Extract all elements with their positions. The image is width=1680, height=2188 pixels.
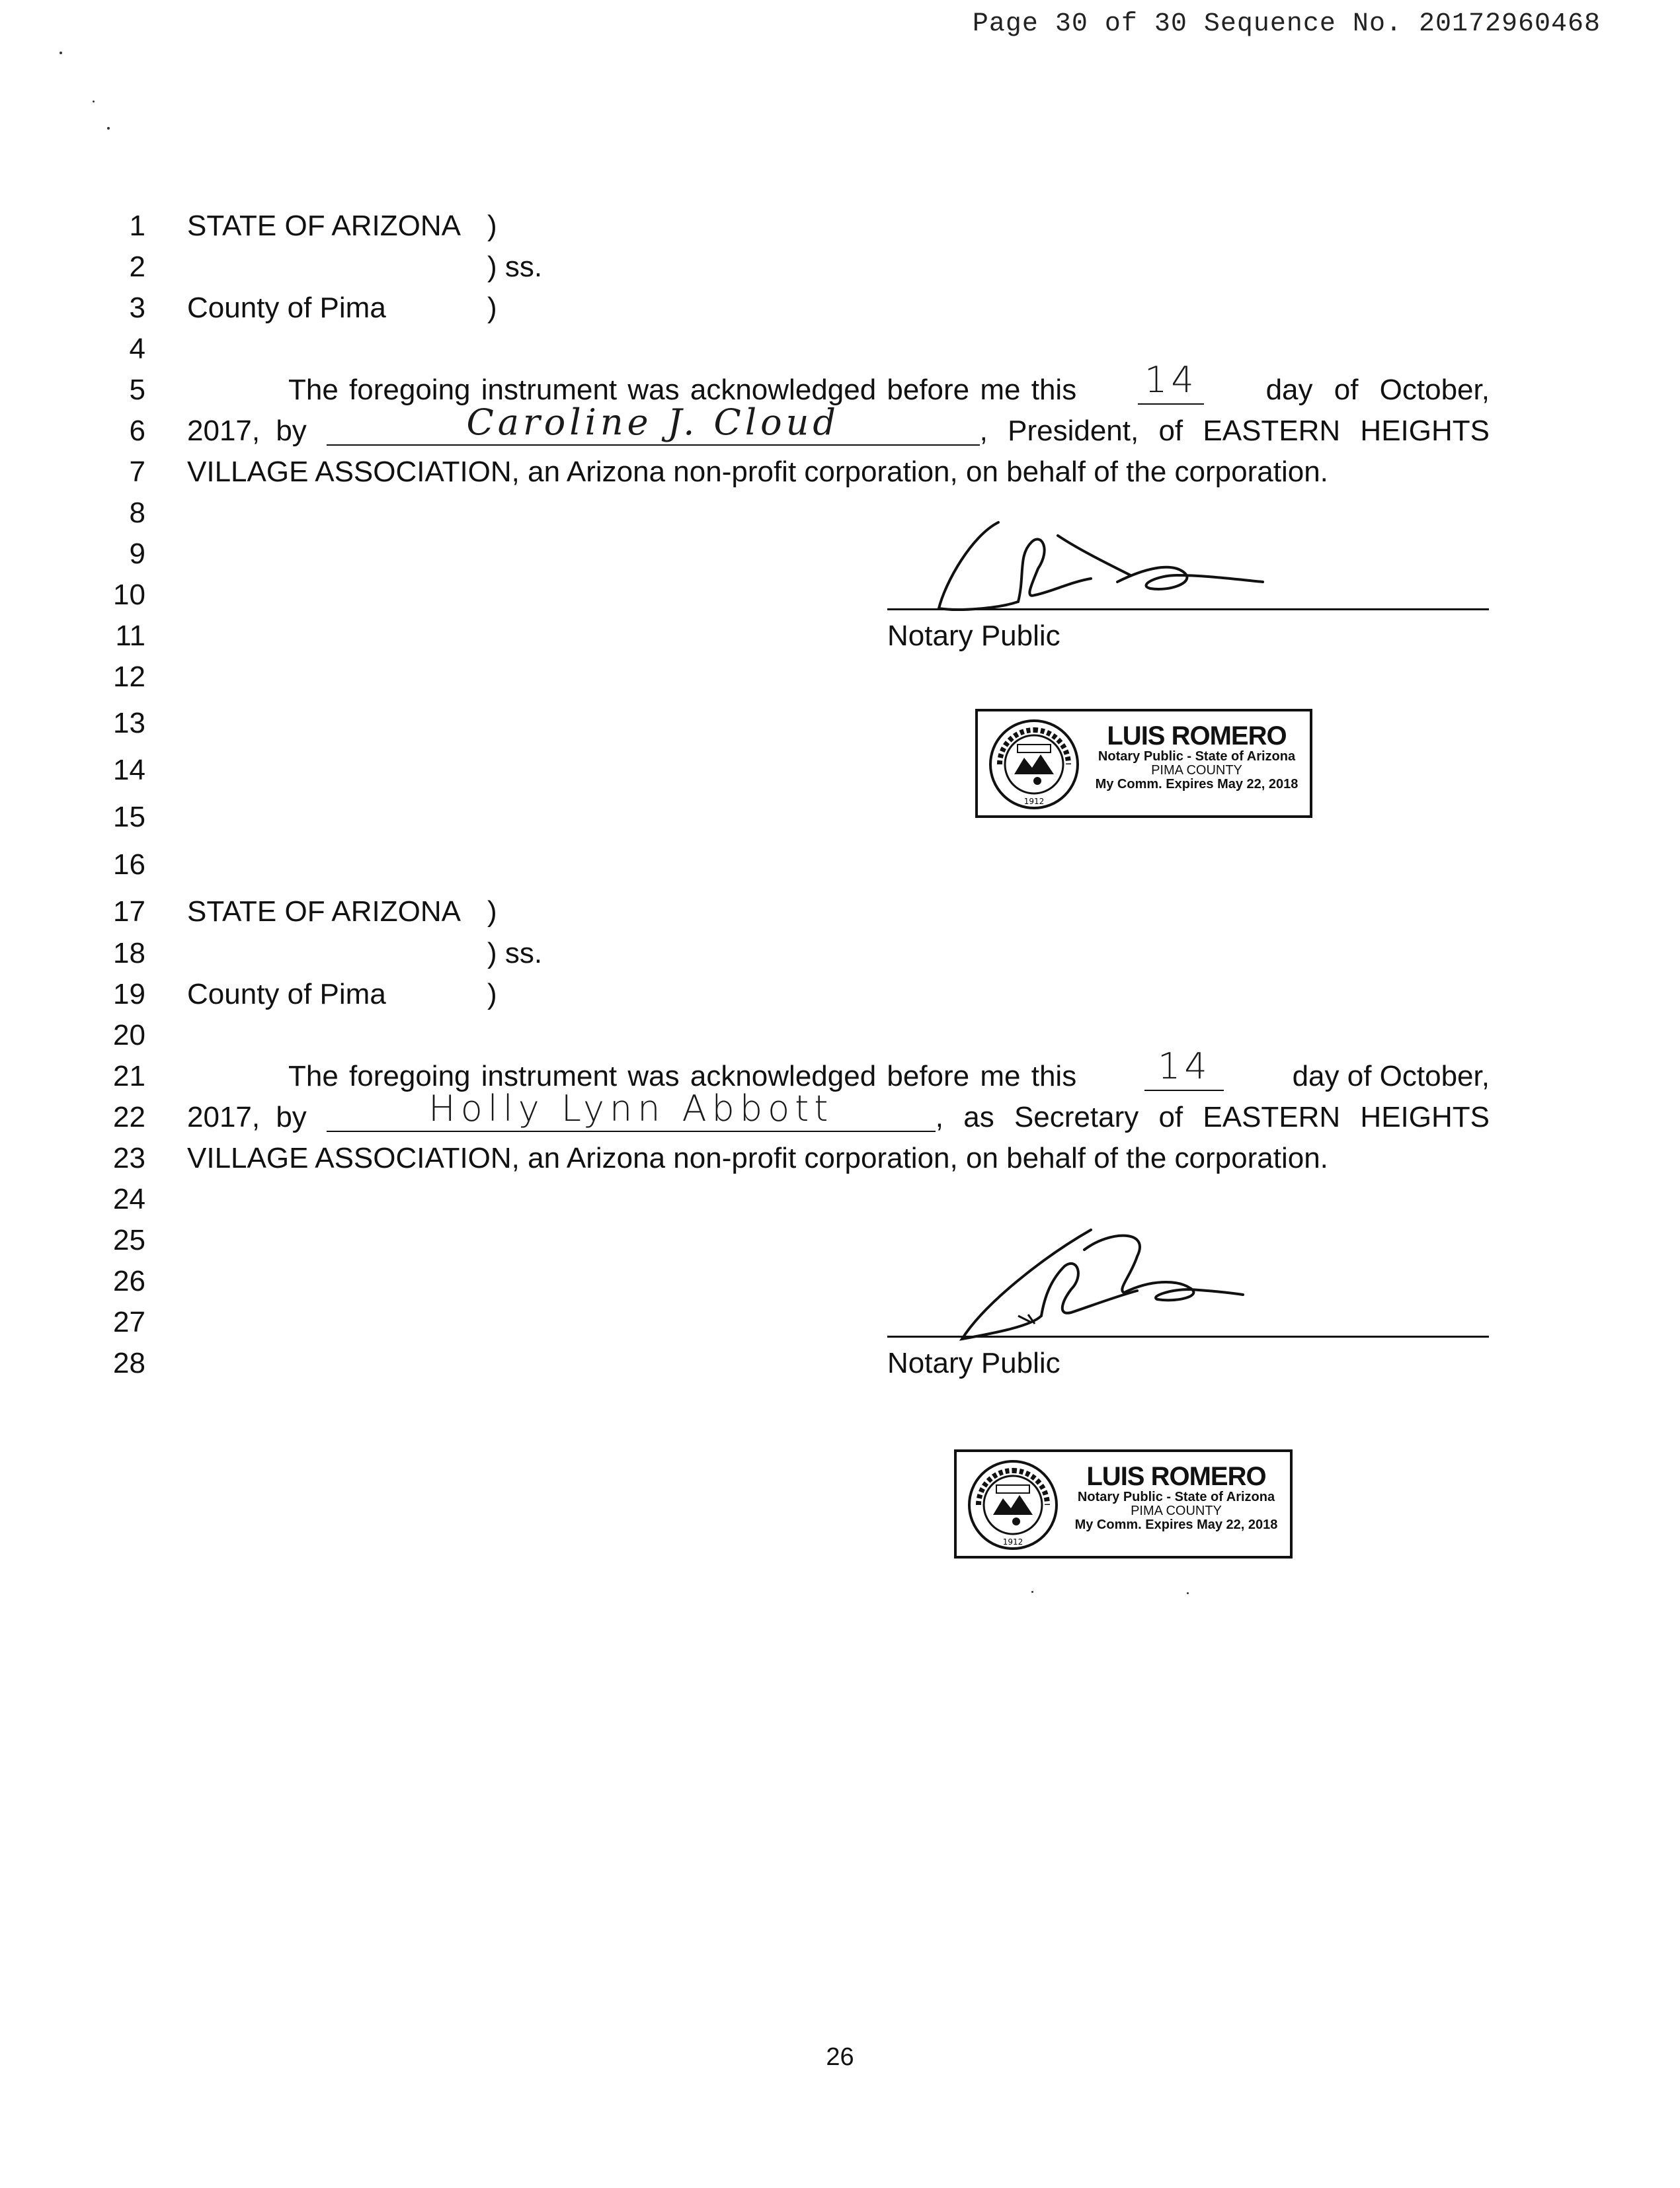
day-blank [1138, 359, 1204, 405]
scan-speck [1187, 1592, 1189, 1594]
year-by: 2017, by [187, 1101, 307, 1133]
line-number: 5 [129, 374, 145, 406]
day-of-text: day of October, [1292, 1060, 1490, 1092]
line-number: 13 [113, 707, 145, 739]
line-number: 10 [113, 579, 145, 611]
handwritten-name: Holly Lynn Abbott [428, 1088, 834, 1129]
stamp-text [1090, 722, 1303, 791]
notary-signature-1 [919, 509, 1316, 622]
line-number: 12 [113, 661, 145, 693]
line-number: 3 [129, 292, 145, 324]
line-number: 28 [113, 1347, 145, 1379]
notary-state: Notary Public - State of Arizona [1077, 1490, 1275, 1504]
page-header: Page 30 of 30 Sequence No. 20172960468 [972, 9, 1601, 39]
notary-expiry: My Comm. Expires May 22, 2018 [1095, 777, 1299, 791]
county-label: County of Pima [187, 292, 386, 324]
line-number: 16 [113, 848, 145, 881]
name-blank [327, 1088, 936, 1132]
line-number: 25 [113, 1224, 145, 1256]
line-number: 14 [113, 754, 145, 786]
notary-state: Notary Public - State of Arizona [1098, 749, 1296, 764]
line-number: 11 [115, 620, 145, 652]
scan-speck [107, 127, 110, 130]
state-label: STATE OF ARIZONA [187, 210, 461, 242]
notary-public-label: Notary Public [887, 1347, 1060, 1379]
signer-line [187, 1088, 1490, 1133]
state-seal-icon [984, 718, 1084, 811]
notary-expiry: My Comm. Expires May 22, 2018 [1074, 1518, 1278, 1532]
closing-text: VILLAGE ASSOCIATION, an Arizona non-profit corporation, on behalf of the corporation. [187, 456, 1328, 488]
notary-name: LUIS ROMERO [1086, 1462, 1266, 1491]
ss-label: ) ss. [487, 937, 543, 969]
intro-sentence: The foregoing instrument was acknowledged before me this [288, 374, 1077, 406]
role-text: , President, of EASTERN HEIGHTS [979, 415, 1490, 447]
page-number: 26 [826, 2043, 854, 2071]
line-number: 18 [113, 937, 145, 969]
line-number: 22 [113, 1101, 145, 1133]
line-number: 8 [129, 497, 145, 529]
paren: ) [487, 292, 497, 324]
signature-line [887, 608, 1489, 610]
line-number: 6 [129, 415, 145, 447]
line-number: 23 [113, 1142, 145, 1174]
line-number: 9 [129, 538, 145, 570]
intro-sentence: The foregoing instrument was acknowledged before me this [288, 1060, 1077, 1092]
seal-year: 1912 [1023, 797, 1045, 806]
signature-line [887, 1336, 1489, 1338]
name-blank [327, 401, 980, 446]
line-number: 15 [113, 801, 145, 833]
state-seal-icon [963, 1459, 1062, 1551]
line-number: 24 [113, 1183, 145, 1215]
line-number: 17 [113, 895, 145, 928]
state-label: STATE OF ARIZONA [187, 895, 461, 928]
line-number: 4 [129, 333, 145, 365]
closing-text: VILLAGE ASSOCIATION, an Arizona non-profit corporation, on behalf of the corporation. [187, 1142, 1328, 1174]
notary-county: PIMA COUNTY [1151, 763, 1242, 778]
handwritten-day: 14 [1144, 359, 1198, 401]
year-by: 2017, by [187, 415, 307, 447]
notary-name: LUIS ROMERO [1107, 721, 1287, 750]
scan-speck [1031, 1591, 1033, 1593]
notary-county: PIMA COUNTY [1131, 1504, 1222, 1518]
role-text: , as Secretary of EASTERN HEIGHTS [935, 1101, 1490, 1133]
intro-text [288, 359, 1490, 406]
ss-label: ) ss. [487, 251, 543, 283]
line-number: 21 [113, 1060, 145, 1092]
line-number: 2 [129, 251, 145, 283]
stamp-text [1069, 1463, 1283, 1532]
signer-line [187, 401, 1490, 447]
line-number: 19 [113, 978, 145, 1010]
handwritten-name: Caroline J. Cloud [466, 401, 840, 443]
county-label: County of Pima [187, 978, 386, 1010]
notary-signature-2 [899, 1217, 1296, 1349]
line-number: 20 [113, 1019, 145, 1051]
paren: ) [487, 895, 497, 928]
line-number: 27 [113, 1306, 145, 1338]
scan-speck [93, 101, 95, 102]
line-number: 26 [113, 1265, 145, 1297]
notary-stamp [954, 1449, 1293, 1559]
intro-text [288, 1045, 1490, 1092]
line-number: 7 [129, 456, 145, 488]
paren: ) [487, 210, 497, 242]
notary-public-label: Notary Public [887, 620, 1060, 652]
day-of-text: day of October, [1265, 374, 1490, 406]
day-blank [1144, 1045, 1224, 1091]
seal-year: 1912 [1002, 1537, 1023, 1547]
line-number: 1 [129, 210, 145, 242]
paren: ) [487, 978, 497, 1010]
scan-speck [60, 52, 62, 54]
notary-stamp [975, 709, 1312, 818]
handwritten-day: 14 [1158, 1045, 1211, 1087]
